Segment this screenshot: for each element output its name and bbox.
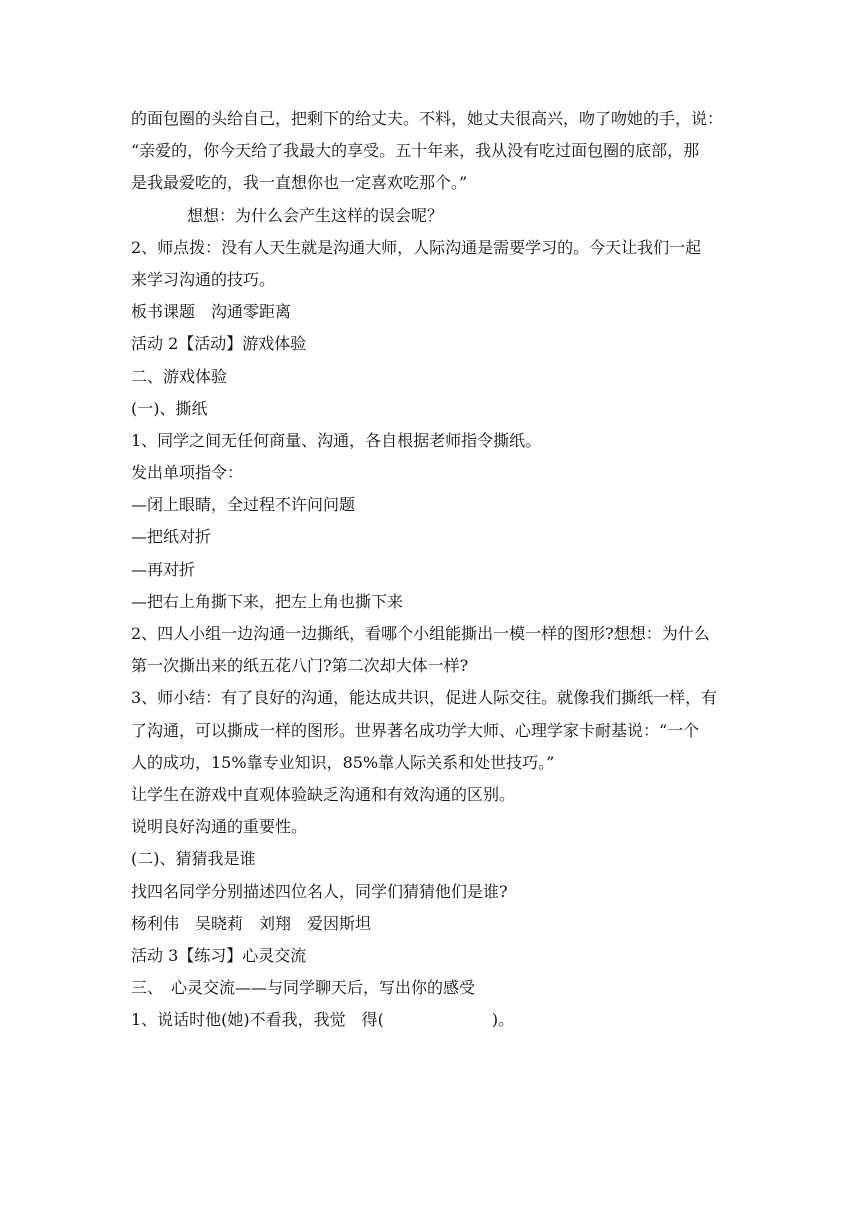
text-line-17: 2、四人小组一边沟通一边撕纸，看哪个小组能撕出一模一样的图形?想想：为什么 <box>131 624 710 643</box>
text-line-14: —把纸对折 <box>131 527 212 547</box>
text-line-1: 的面包圈的头给自己，把剩下的给丈夫。不料，她丈夫很高兴，吻了吻她的手，说： <box>131 109 724 128</box>
text-line-24: (二)、猜猜我是谁 <box>131 849 256 869</box>
text-line-4: 想想：为什么会产生这样的误会呢？ <box>187 205 444 225</box>
text-line-8: 活动 2【活动】游戏体验 <box>131 334 307 354</box>
text-line-27: 活动 3【练习】心灵交流 <box>131 945 307 965</box>
text-line-29 <box>131 1004 731 1036</box>
text-line-3: 是我最爱吃的，我一直想你也一定喜欢吃那个。” <box>131 173 468 193</box>
text-line-10: (一)、撕纸 <box>131 398 208 418</box>
fill-in-prompt: 1、说话时他(她)不看我，我觉 得( <box>131 1010 384 1030</box>
text-line-6: 来学习沟通的技巧。 <box>131 269 276 289</box>
text-line-12: 发出单项指令： <box>131 463 244 483</box>
text-line-25: 找四名同学分别描述四位名人，同学们猜猜他们是谁? <box>131 881 508 901</box>
text-line-28: 三、 心灵交流——与同学聊天后，写出你的感受 <box>131 978 476 998</box>
text-line-16: —把右上角撕下来，把左上角也撕下来 <box>131 591 404 611</box>
document-body <box>131 103 731 1036</box>
text-line-20: 了沟通，可以撕成一样的图形。世界著名成功学大师、心理学家卡耐基说：“一个 <box>131 720 700 740</box>
text-line-26: 杨利伟 吴晓莉 刘翔 爱因斯坦 <box>131 913 372 933</box>
text-line-22: 让学生在游戏中直观体验缺乏沟通和有效沟通的区别。 <box>131 784 516 804</box>
text-line-15: —再对折 <box>131 559 196 579</box>
text-line-11: 1、同学之间无任何商量、沟通，各自根据老师指令撕纸。 <box>131 430 542 450</box>
text-line-2: “亲爱的，你今天给了我最大的享受。五十年来，我从没有吃过面包圈的底部，那 <box>131 141 700 161</box>
text-line-18: 第一次撕出来的纸五花八门?第二次却大体一样? <box>131 656 469 676</box>
text-line-13: —闭上眼睛，全过程不许问问题 <box>131 495 356 515</box>
text-line-19: 3、师小结：有了良好的沟通，能达成共识，促进人际交往。就像我们撕纸一样，有 <box>131 688 718 708</box>
text-line-21: 人的成功，15%靠专业知识，85%靠人际关系和处世技巧。” <box>131 752 555 772</box>
text-line-23: 说明良好沟通的重要性。 <box>131 817 308 837</box>
text-line-5: 2、师点拨：没有人天生就是沟通大师，人际沟通是需要学习的。今天让我们一起 <box>131 237 702 257</box>
text-line-9: 二、游戏体验 <box>131 366 228 386</box>
fill-in-close: )。 <box>491 1010 515 1030</box>
text-line-7: 板书课题 沟通零距离 <box>131 302 292 322</box>
